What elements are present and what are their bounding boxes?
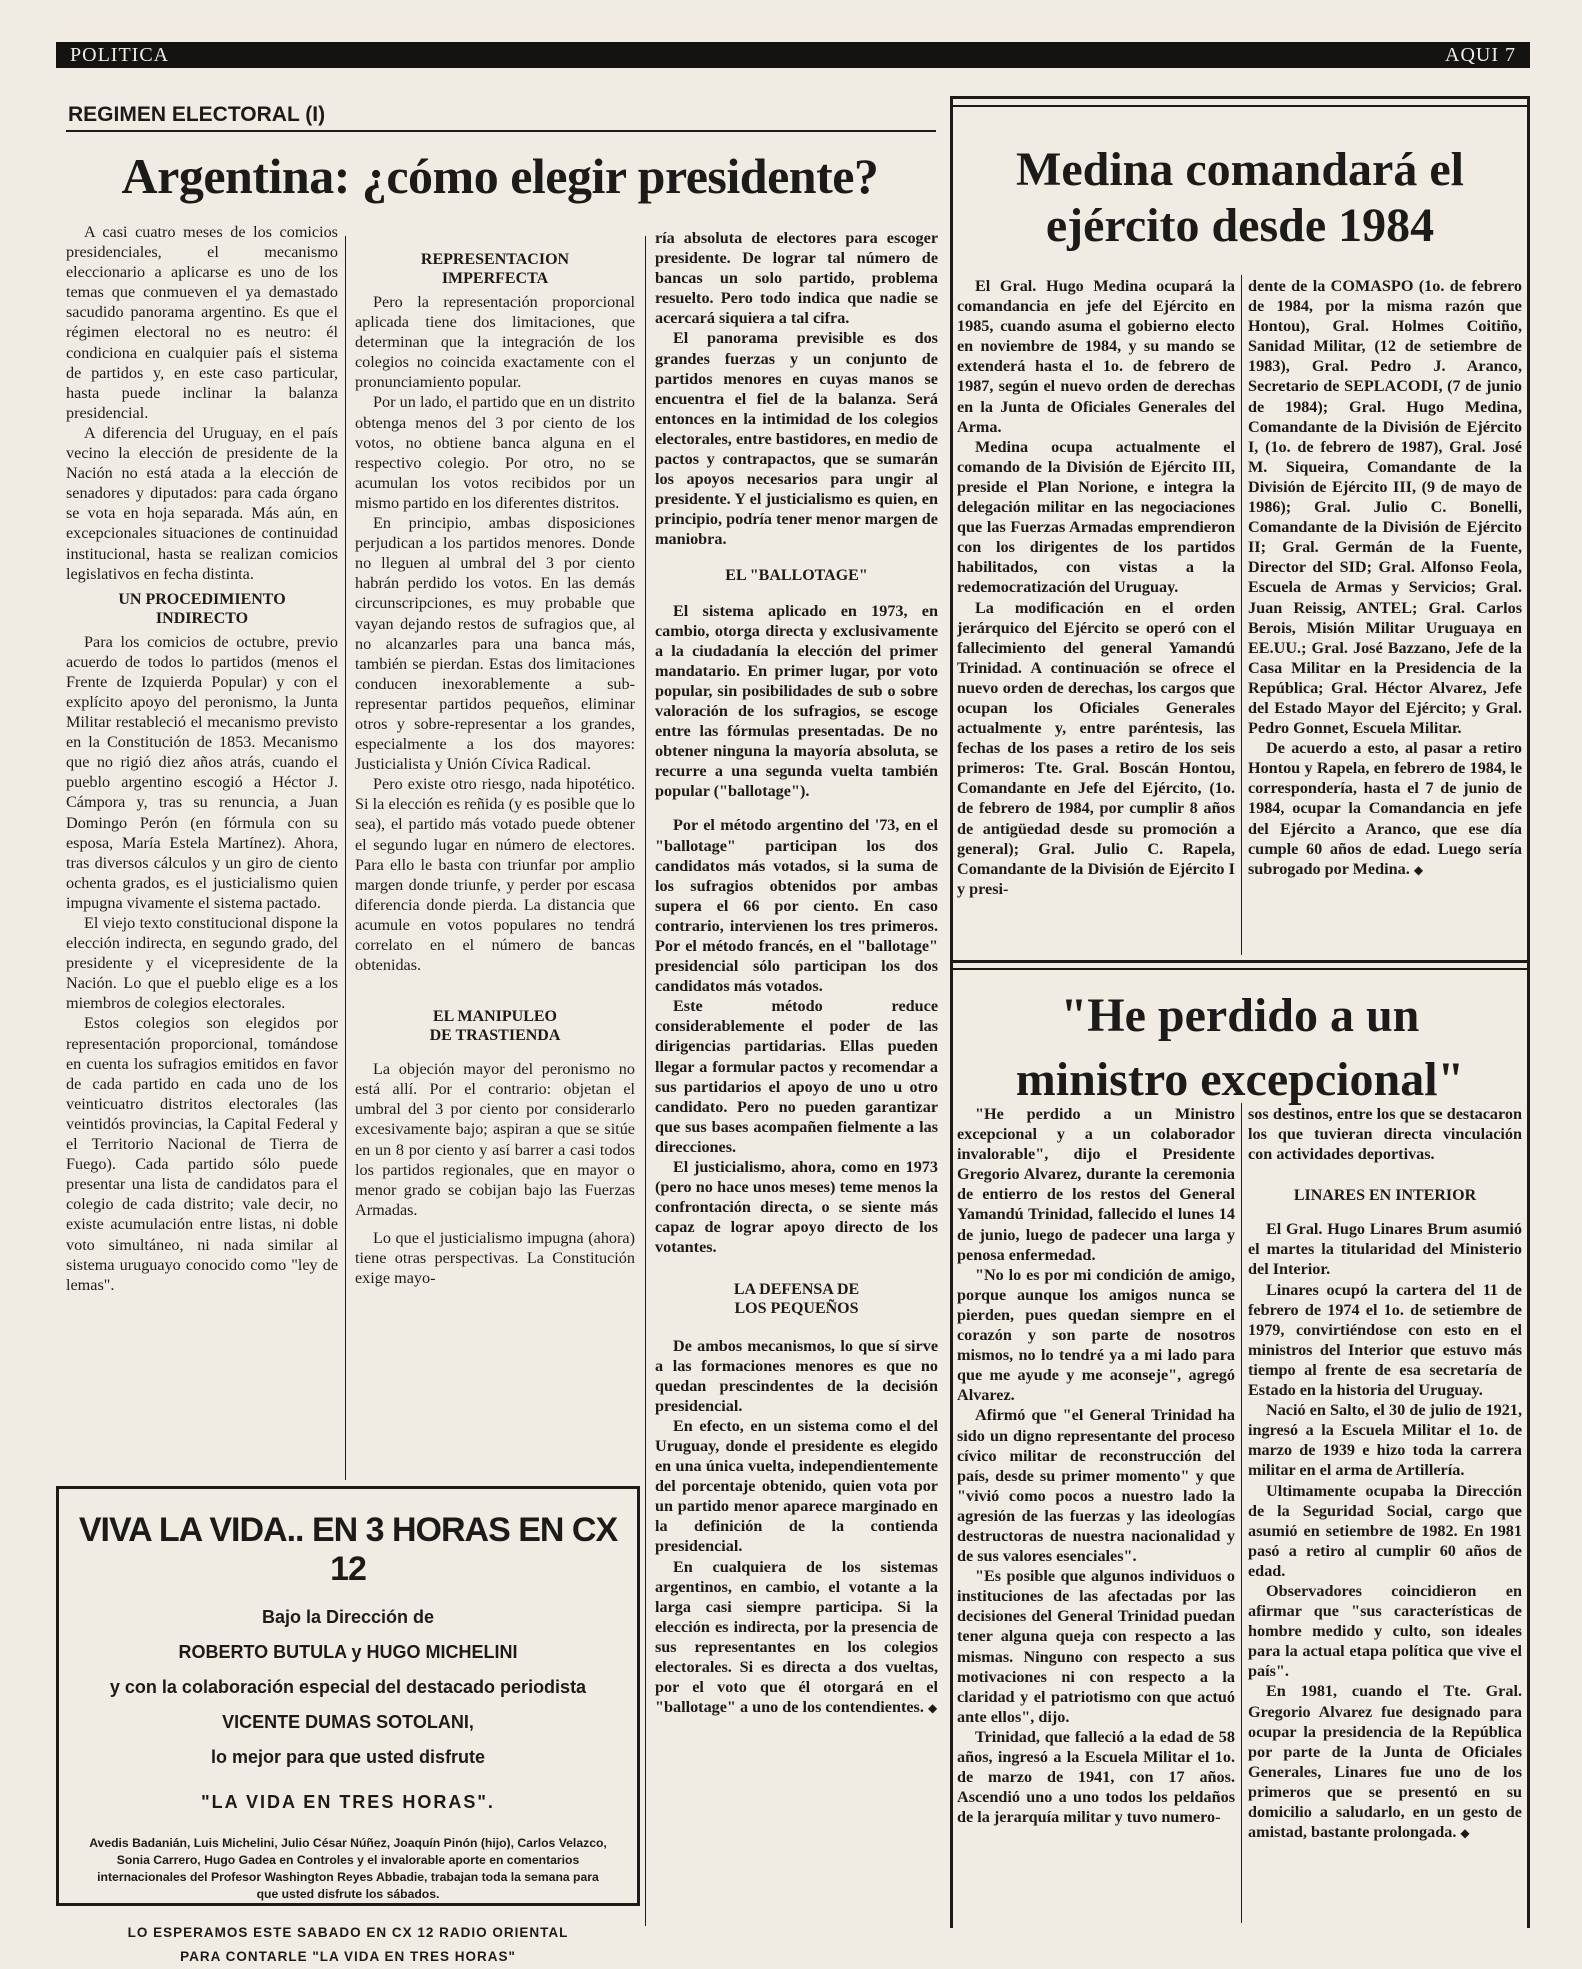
medina-column-2 [1248,276,1522,956]
paragraph: Trinidad, que falleció a la edad de 58 años, ingresó a la Escuela Militar el 1o. de marzo de 1941, con 17 años. Ascendió uno a uno todos los peldaños de la jerarquía militar y tuvo numero- [957,1727,1235,1827]
ad-credits: Avedis Badanián, Luis Michelini, Julio César Núñez, Joaquín Pinón (hijo), Carlos Velazco, Sonia Carrero, Hugo Gadea en Controles y el invalorable aporte en comentarios internacionales del Profesor Washington Reyes Abbadie, trabajan toda la semana para que usted disfrute los sábados. [89,1836,607,1901]
column-divider-2 [645,236,646,1926]
paragraph: Afirmó que "el General Trinidad ha sido un digno representante del proceso cívico militar de reconstrucción del país, desde su primer momento" y que "vivió como pocos a nuestro lado la agresión de las fuerzas y las ideologías destructoras de nuestra nacionalidad y de sus valores esenciales". [957,1406,1235,1566]
ad-quote: "LA VIDA EN TRES HORAS". [201,1792,495,1812]
paragraph: Por el método argentino del '73, en el "ballotage" participan los dos candidatos más votados, si la suma de los sufragios obtenidos por ambas supera el 66 por ciento. En caso contrario, intervienen los tres primeros. Por el método francés, en el "ballotage" presidencial sólo participan los dos candidatos más votados. [655,816,938,996]
medina-column-divider [1241,275,1242,955]
story-separator-inner [950,968,1530,970]
paragraph: Nació en Salto, el 30 de julio de 1921, ingresó a la Escuela Militar el 1o. de marzo de 1939 e hizo toda la carrera militar en el arma de Artillería. [1248,1401,1522,1480]
paragraph: El sistema aplicado en 1973, en cambio, otorga directa y exclusivamente a la ciudadanía la elección del primer mandatario. En primer lugar, por voto popular, sin posibilidades de sub o sobre valoración de los sufragios, se escoge entre las fórmulas presentadas. De no obtener ninguna la mayoría absoluta, se recurre a una segunda vuelta también popular ("ballotage"). [655,601,938,801]
section-label: POLITICA [70,44,170,66]
subheading: EL MANIPULEO DE TRASTIENDA [429,1008,561,1045]
alvarez-column-divider [1241,1103,1242,1923]
paragraph: "No lo es por mi condición de amigo, porque aunque los amigos nunca se pierden, pues quedan siempre en el corazón y son parte de nosotros mismos, no lo tendré ya a mi lado para que me ayude y me aconseje", agregó Alvarez. [957,1265,1235,1405]
medina-column-1 [957,276,1235,956]
paragraph: Linares ocupó la cartera del 11 de febrero de 1974 el 1o. de setiembre de 1979, convirtiéndose con esto en el ministros del Interior que estuvo más tiempo al frente de esa secretaría de Estado en la historia del Uruguay. [1248,1280,1522,1400]
left-kicker-rule [66,130,936,132]
right-frame-right [1527,96,1530,1928]
paragraph: Medina ocupa actualmente el comando de la División de Ejército III, preside el Plan Norione, e integra la delegación militar en las negociaciones que las Fuerzas Armadas emprendieron con los dirigentes de los partidos habilitados, con vistas a la redemocratización del Uruguay. [957,437,1235,597]
paragraph: En principio, ambas disposiciones perjudican a los partidos menores. Donde no lleguen al umbral del 3 por ciento habrán perdido los votos. En las demás circunscripciones, es muy probable que vayan dejando restos de sufragios que, al no alcanzarles para una banca más, también se pierdan. Estas dos limitaciones conducen inexorablemente a sub-representar partidos pequeños, eliminar otros y sobre-representar a los grandes, especialmente a los dos mayores: Justicialista y Unión Cívica Radical. [355,514,635,774]
column-divider-1 [345,236,346,1480]
right-frame-inner-top [950,105,1530,107]
paragraph: Pero la representación proporcional aplicada tiene dos limitaciones, que determinan que la integración de los colegios no coincida exactamente con el pronunciamiento popular. [355,293,635,392]
paragraph: "Es posible que algunos individuos o instituciones de las afectadas por las decisiones del General Trinidad puedan tener alguna queja con respecto a las mismas. Ninguno con respecto a sus motivaciones ni con respecto a la claridad y el patriotismo con que actuó ante ellos", dijo. [957,1567,1235,1726]
end-mark: ◆ [1413,862,1424,877]
paragraph: Por un lado, el partido que en un distrito obtenga menos del 3 por ciento de los votos, no obtiene banca alguna en el respectivo colegio. Por otro, no se acumulan los votos recibidos por un mismo partido en los diferentes distritos. [355,393,635,512]
page-label: AQUI 7 [1445,44,1516,66]
paragraph: Estos colegios son elegidos por representación proporcional, tomándose en cuenta los sufragios emitidos en favor de cada partido en cada uno de los veinticuatro distritos electorales (las veintidós provincias, la Capital Federal y el Territorio Nacional de Tierra de Fuego). Cada partido sólo puede presentar una lista de candidatos para el colegio de cada distrito; vale decir, no existe acumulación entre listas, ni doble voto simultáneo, ni nada similar al sistema uruguayo conocido como "ley de lemas". [66,1014,338,1294]
paragraph: Observadores coincidieron en afirmar que "sus características de hombre medido y culto, son ideales para la actual etapa política que vive el país". [1248,1581,1522,1681]
ad-title: VIVA LA VIDA.. EN 3 HORAS EN CX 12 [78,1511,618,1588]
medina-headline: Medina comandará el ejército desde 1984 [1016,143,1464,252]
subheading: UN PROCEDIMIENTO INDIRECTO [118,590,286,627]
article-column-1 [66,222,338,1484]
paragraph: El panorama previsible es dos grandes fuerzas y un conjunto de partidos menores en cuyas manos se encuentra el fiel de la balanza. Será entonces en la intimidad de los colegios electorales, entre bastidores, en medio de pactos y contrapactos, que se sumarán los apoyos necesarios para ungir al presidente. Y el justicialismo es quien, en principio, podría tener menor margen de maniobra. [655,329,938,549]
alvarez-column-1 [957,1104,1235,1927]
article-column-3 [655,228,938,1928]
paragraph: "He perdido a un Ministro excepcional y a un colaborador invalorable", dijo el Presidente Gregorio Alvarez, durante la ceremonia de entierro de los restos del General Yamandú Trinidad, fallecido el lunes 14 de junio, luego de padecer una larga y penosa enfermedad. [957,1105,1235,1264]
paragraph: Ultimamente ocupaba la Dirección de la Seguridad Social, cargo que asumió en setiembre de 1982. En 1981 pasó a retiro al cumplir 60 años de edad. [1248,1481,1522,1580]
paragraph: El Gral. Hugo Medina ocupará la comandancia en jefe del Ejército en 1985, cuando asuma el gobierno electo en noviembre de 1984, y su mando se extenderá hasta el 1o. de febrero de 1987, según el nuevo orden de derechas en la Junta de Oficiales Generales del Arma. [957,277,1235,436]
paragraph: Este método reduce considerablemente el poder de las dirigencias partidarias. Ellas pueden llegar a formular pactos y recomendar a sus partidarios el apoyo de uno u otro candidato. Pero no pueden garantizar que sus bases acompañen fielmente a las direcciones. [655,997,938,1156]
paragraph: Para los comicios de octubre, previo acuerdo de todos lo partidos (menos el Frente de Izquierda Popular) y con el explícito apoyo del peronismo, la Junta Militar restableció el mecanismo previsto en la Constitución de 1853. Mecanismo que no rigió diez años atrás, cuando el pueblo argentino escogió a Héctor J. Cámpora y, tras su renuncia, a Juan Domingo Perón (en fórmula con su esposa, María Estela Martínez). Ahora, tras diversos cálculos y un giro de ciento ochenta grados, es el justicialismo quien impugna vivamente el sistema pactado. [66,632,338,912]
paragraph: De ambos mecanismos, lo que sí sirve a las formaciones menores es que no quedan prescindentes de la decisión presidencial. [655,1336,938,1415]
paragraph: dente de la COMASPO (1o. de febrero de 1984, por la misma razón que Hontou), Gral. Holmes Coitiño, Sanidad Militar, (12 de setiembre de 1983), Gral. Pedro J. Aranco, Secretario de SEPLACODI, (7 de junio de 1984); Gral. Hugo Medina, Comandante de la División de Ejército I, (1o. de febrero de 1987), Gral. José M. Siqueira, Comandante de la División de Ejército III, (9 de mayo de 1986); Gral. Julio C. Bonelli, Comandante de la División de Ejército II; Gral. Germán de la Fuente, Director del SID; Gral. Alfonso Feola, Escuela de Armas y Servicios; Gral. Juan Reissig, ANTEL; Gral. Carlos Berois, Misión Militar Uruguaya en EE.UU.; Gral. José Bazzano, Jefe de la Casa Militar en la Presidencia de la República; Gral. Héctor Alvarez, Jefe del Estado Mayor del Ejército; y Gral. Pedro Gonnet, Escuela Militar. [1248,277,1522,738]
right-frame-left [950,96,953,1928]
right-frame-top [950,96,1530,99]
alvarez-headline: "He perdido a un ministro excepcional" [1015,989,1465,1106]
ad-line: y con la colaboración especial del destacado periodista [109,1677,587,1697]
end-mark: ◆ [927,1701,938,1716]
paragraph: Lo que el justicialismo impugna (ahora) tiene otras perspectivas. La Constitución exige mayo- [355,1228,635,1288]
alvarez-column-2 [1248,1104,1522,1927]
subheading: EL "BALLOTAGE" [725,566,868,584]
ad-line: ROBERTO BUTULA y HUGO MICHELINI [178,1642,518,1662]
paragraph: La modificación en el orden jerárquico del Ejército se operó con el fallecimiento del general Yamandú Trinidad. A continuación se ofrece el nuevo orden de derechas, los cargos que ocupan los Oficiales Generales actualmente y, entre paréntesis, las fechas de los pases a retiro de los seis primeros: Tte. Gral. Boscán Hontou, Comandante en Jefe del Ejército, (1o. de febrero de 1984, por cumplir 8 años de antigüedad desde su promoción a general); Gral. Julio C. Rapela, Comandante de la División de Ejército I y presi- [957,598,1235,898]
article-column-2 [355,244,635,1484]
main-headline: Argentina: ¿cómo elegir presidente? [121,148,879,204]
ad-line: Bajo la Dirección de [261,1607,435,1627]
subheading: REPRESENTACION IMPERFECTA [420,251,570,287]
paragraph: El viejo texto constitucional dispone la elección indirecta, en segundo grado, del presidente y el vicepresidente de la Nación. Lo que el pueblo elige es a los miembros de colegios electorales. [66,914,338,1013]
ad-footer: LO ESPERAMOS ESTE SABADO EN CX 12 RADIO ORIENTAL PARA CONTARLE "LA VIDA EN TRES HORAS" [127,1925,569,1964]
paragraph: El justicialismo, ahora, como en 1973 (pero no hace unos meses) teme menos la confrontación directa, o se siente más capaz de lograr apoyo directo de los votantes. [655,1158,938,1257]
paragraph: ría absoluta de electores para escoger presidente. De lograr tal número de bancas un solo partido, problema resuelto. Pero todo indica que nadie se acercará siquiera a tal cifra. [655,229,938,328]
subheading: LA DEFENSA DE LOS PEQUEÑOS [733,1280,860,1317]
paragraph: En efecto, en un sistema como el del Uruguay, donde el presidente es elegido en una única vuelta, independientemente del porcentaje obtenido, quien vota por un partido menor aparece marginado en la definición de la contienda presidencial. [655,1416,938,1556]
ad-line: lo mejor para que usted disfrute [210,1747,486,1767]
paragraph: A casi cuatro meses de los comicios presidenciales, el mecanismo eleccionario a aplicarse es uno de los temas que conmueven el ya demastado sacudido panorama argentino. Es que el régimen electoral no es neutro: él condiciona en cualquier país el sistema de partidos y, en este caso particular, hasta puede inclinar la balanza presidencial. [66,223,338,422]
story-kicker: REGIMEN ELECTORAL (I) [68,103,326,126]
paragraph: El Gral. Hugo Linares Brum asumió el martes la titularidad del Ministerio del Interior. [1248,1220,1522,1279]
ad-line: VICENTE DUMAS SOTOLANI, [222,1712,474,1732]
end-mark: ◆ [1460,1826,1470,1841]
subheading: LINARES EN INTERIOR [1293,1187,1477,1205]
paragraph: La objeción mayor del peronismo no está allí. Por el contrario: objetan el umbral del 3 por ciento por considerarlo excesivamente bajo; aspiran a que se sitúe en un 8 por ciento y así barrer a casi todos los partidos regionales, que en mayor o menor grado se cobijan bajo las Fuerzas Armadas. [355,1060,635,1219]
paragraph: En 1981, cuando el Tte. Gral. Gregorio Alvarez fue designado para ocupar la presidencia de la República por parte de la Junta de Oficiales Generales, Linares fue uno de los primeros que se presentó en su domicilio a saludarlo, en un gesto de amistad, bastante prolongada. ◆ [1248,1682,1522,1842]
paragraph: De acuerdo a esto, al pasar a retiro Hontou y Rapela, en febrero de 1984, le correspondería, hasta el 7 de junio de 1984, ocupar la Comandancia en jefe del Ejército a Aranco, que ese día cumple 60 años de edad. Luego sería subrogado por Medina. ◆ [1248,739,1522,878]
section-header-bar [56,42,1530,68]
story-separator [950,960,1530,963]
radio-advertisement [56,1486,640,1964]
paragraph: A diferencia del Uruguay, en el país vecino la elección de presidente de la Nación no está atada a la elección de senadores y diputados: para cada órgano se vota en hoja separada. Más aún, en excepcionales situaciones de continuidad institucional, hasta se realizan comicios legislativos en fecha distinta. [66,423,338,583]
paragraph: Pero existe otro riesgo, nada hipotético. Si la elección es reñida (y es posible que lo sea), el partido más votado puede obtener el segundo lugar en número de electores. Para ello le basta con triunfar por amplio margen donde triunfe, y perder por escasa diferencia donde pierda. La distancia que acumule en votos populares no tendrá correlato en el número de bancas obtenidas. [355,775,635,975]
paragraph: En cualquiera de los sistemas argentinos, en cambio, el votante a la larga casi siempre participa. Si la elección es indirecta, por la presencia de sus representantes en los colegios electorales. Si es directa a dos vueltas, por el voto que él otorgará en el "ballotage" a uno de los contendientes. ◆ [655,1557,938,1717]
paragraph: sos destinos, entre los que se destacaron los que tuvieran directa vinculación con actividades deportivas. [1248,1105,1522,1164]
